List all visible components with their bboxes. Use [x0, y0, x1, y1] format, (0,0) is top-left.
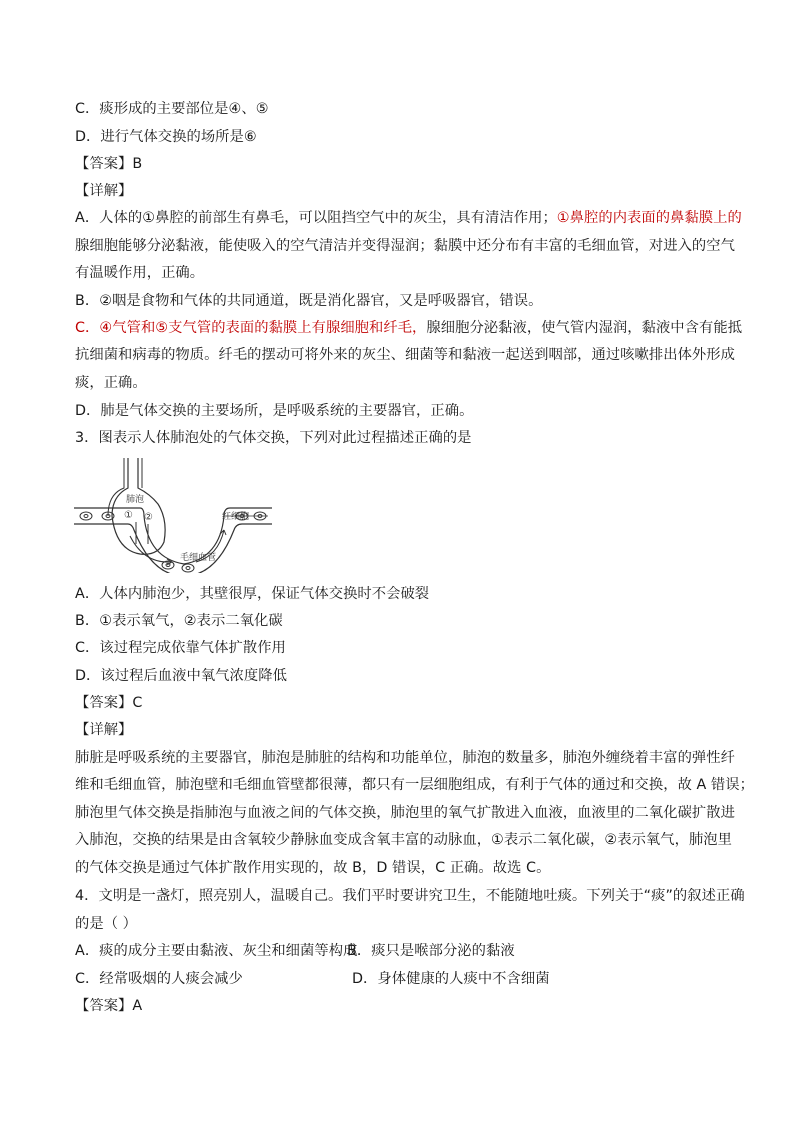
q4-option-a: A．痰的成分主要由黏液、灰尘和细菌等构成 — [75, 943, 358, 959]
text-segment: 腺细胞分泌黏液，使气管内湿润，黏液中含有能抵 — [426, 320, 743, 336]
red-blood-cell — [182, 564, 194, 572]
q2-detail-b: B．②咽是食物和气体的共同通道，既是消化器官，又是呼吸器官，错误。 — [75, 293, 543, 309]
label-alveolus: 肺泡 — [126, 495, 145, 505]
q2-detail-c-line1 — [75, 318, 742, 338]
answer-value: C — [132, 695, 143, 711]
q4-option-b: B．痰只是喉部分泌的黏液 — [347, 943, 515, 959]
capillary-inner-wall — [74, 524, 272, 573]
q2-detail-label: 【详解】 — [75, 183, 133, 199]
q4-stem-line1: 4．文明是一盏灯，照亮别人，温暖自己。我们平时要讲究卫生，不能随地吐痰。下列关于“痰”的叙述正确 — [75, 888, 745, 904]
q2-detail-c-line3: 痰，正确。 — [75, 375, 147, 391]
q3-detail-line1: 肺脏是呼吸系统的主要器官，肺泡是肺脏的结构和功能单位，肺泡的数量多，肺泡外缠绕着丰富的弹性纤 — [75, 750, 735, 766]
q3-option-d: D．该过程后血液中氧气浓度降低 — [75, 668, 287, 684]
q3-detail-line2: 维和毛细血管，肺泡壁和毛细血管壁都很薄，都只有一层细胞组成，有利于气体的通过和交换，故 A 错误； — [75, 777, 754, 793]
answer-label: 【答案】 — [75, 156, 133, 172]
red-blood-cell-center — [186, 567, 190, 570]
red-blood-cell-center — [84, 515, 88, 518]
highlight-segment: C．④气管和⑤支气管的表面的黏膜上有腺细胞和纤毛， — [75, 320, 427, 336]
answer-value: A — [132, 998, 143, 1014]
q3-detail-line5: 的气体交换是通过气体扩散作用实现的，故 B，D 错误，C 正确。故选 C。 — [75, 860, 551, 876]
q4-stem-line2: 的是（ ） — [75, 916, 137, 932]
q3-answer — [75, 693, 142, 713]
answer-label: 【答案】 — [75, 695, 133, 711]
label-1: ① — [124, 510, 133, 521]
alveolus-gas-exchange-diagram — [72, 458, 287, 573]
q2-detail-a-line1 — [75, 208, 742, 228]
q2-detail-a-line2: 腺细胞能够分泌黏液，能使吸入的空气清洁并变得湿润；黏膜中还分布有丰富的毛细血管，对进入的空气 — [75, 238, 735, 254]
answer-value: B — [132, 156, 143, 172]
q4-answer — [75, 996, 142, 1016]
q3-option-b: B．①表示氧气，②表示二氧化碳 — [75, 613, 283, 629]
label-capillary: 毛细血管 — [180, 553, 217, 563]
q2-option-c: C．痰形成的主要部位是④、⑤ — [75, 101, 269, 117]
q4-option-d: D．身体健康的人痰中不含细菌 — [352, 971, 550, 987]
q3-option-c: C．该过程完成依靠气体扩散作用 — [75, 640, 286, 656]
q3-option-a: A．人体内肺泡少，其壁很厚，保证气体交换时不会破裂 — [75, 586, 430, 602]
q2-option-d: D．进行气体交换的场所是⑥ — [75, 129, 257, 145]
answer-label: 【答案】 — [75, 998, 133, 1014]
text-segment: A．人体的①鼻腔的前部生有鼻毛，可以阻挡空气中的灰尘，具有清洁作用； — [75, 210, 557, 226]
highlight-segment: ①鼻腔的内表面的鼻黏膜上的 — [556, 210, 742, 226]
q2-answer — [75, 154, 142, 174]
q2-detail-a-line3: 有温暖作用，正确。 — [75, 265, 205, 281]
label-2: ② — [144, 512, 153, 523]
label-red-blood-cell: 红细胞 — [222, 512, 250, 522]
bronchiole-wall — [108, 458, 124, 516]
q3-detail-line3: 肺泡里气体交换是指肺泡与血液之间的气体交换，肺泡里的氧气扩散进入血液，血液里的二氧化碳扩散进 — [75, 805, 735, 821]
q2-detail-c-line2: 抗细菌和病毒的物质。纤毛的摆动可将外来的灰尘、细菌等和黏液一起送到咽部，通过咳嗽排出体外形成 — [75, 347, 735, 363]
q4-option-c: C．经常吸烟的人痰会减少 — [75, 971, 243, 987]
q2-detail-d: D．肺是气体交换的主要场所，是呼吸系统的主要器官，正确。 — [75, 403, 474, 419]
q3-detail-label: 【详解】 — [75, 722, 133, 738]
q3-stem: 3．图表示人体肺泡处的气体交换，下列对此过程描述正确的是 — [75, 430, 472, 446]
red-blood-cell — [80, 512, 92, 520]
q3-detail-line4: 入肺泡，交换的结果是由含氧较少静脉血变成含氧丰富的动脉血，①表示二氧化碳，②表示氧气，肺泡里 — [75, 832, 732, 848]
